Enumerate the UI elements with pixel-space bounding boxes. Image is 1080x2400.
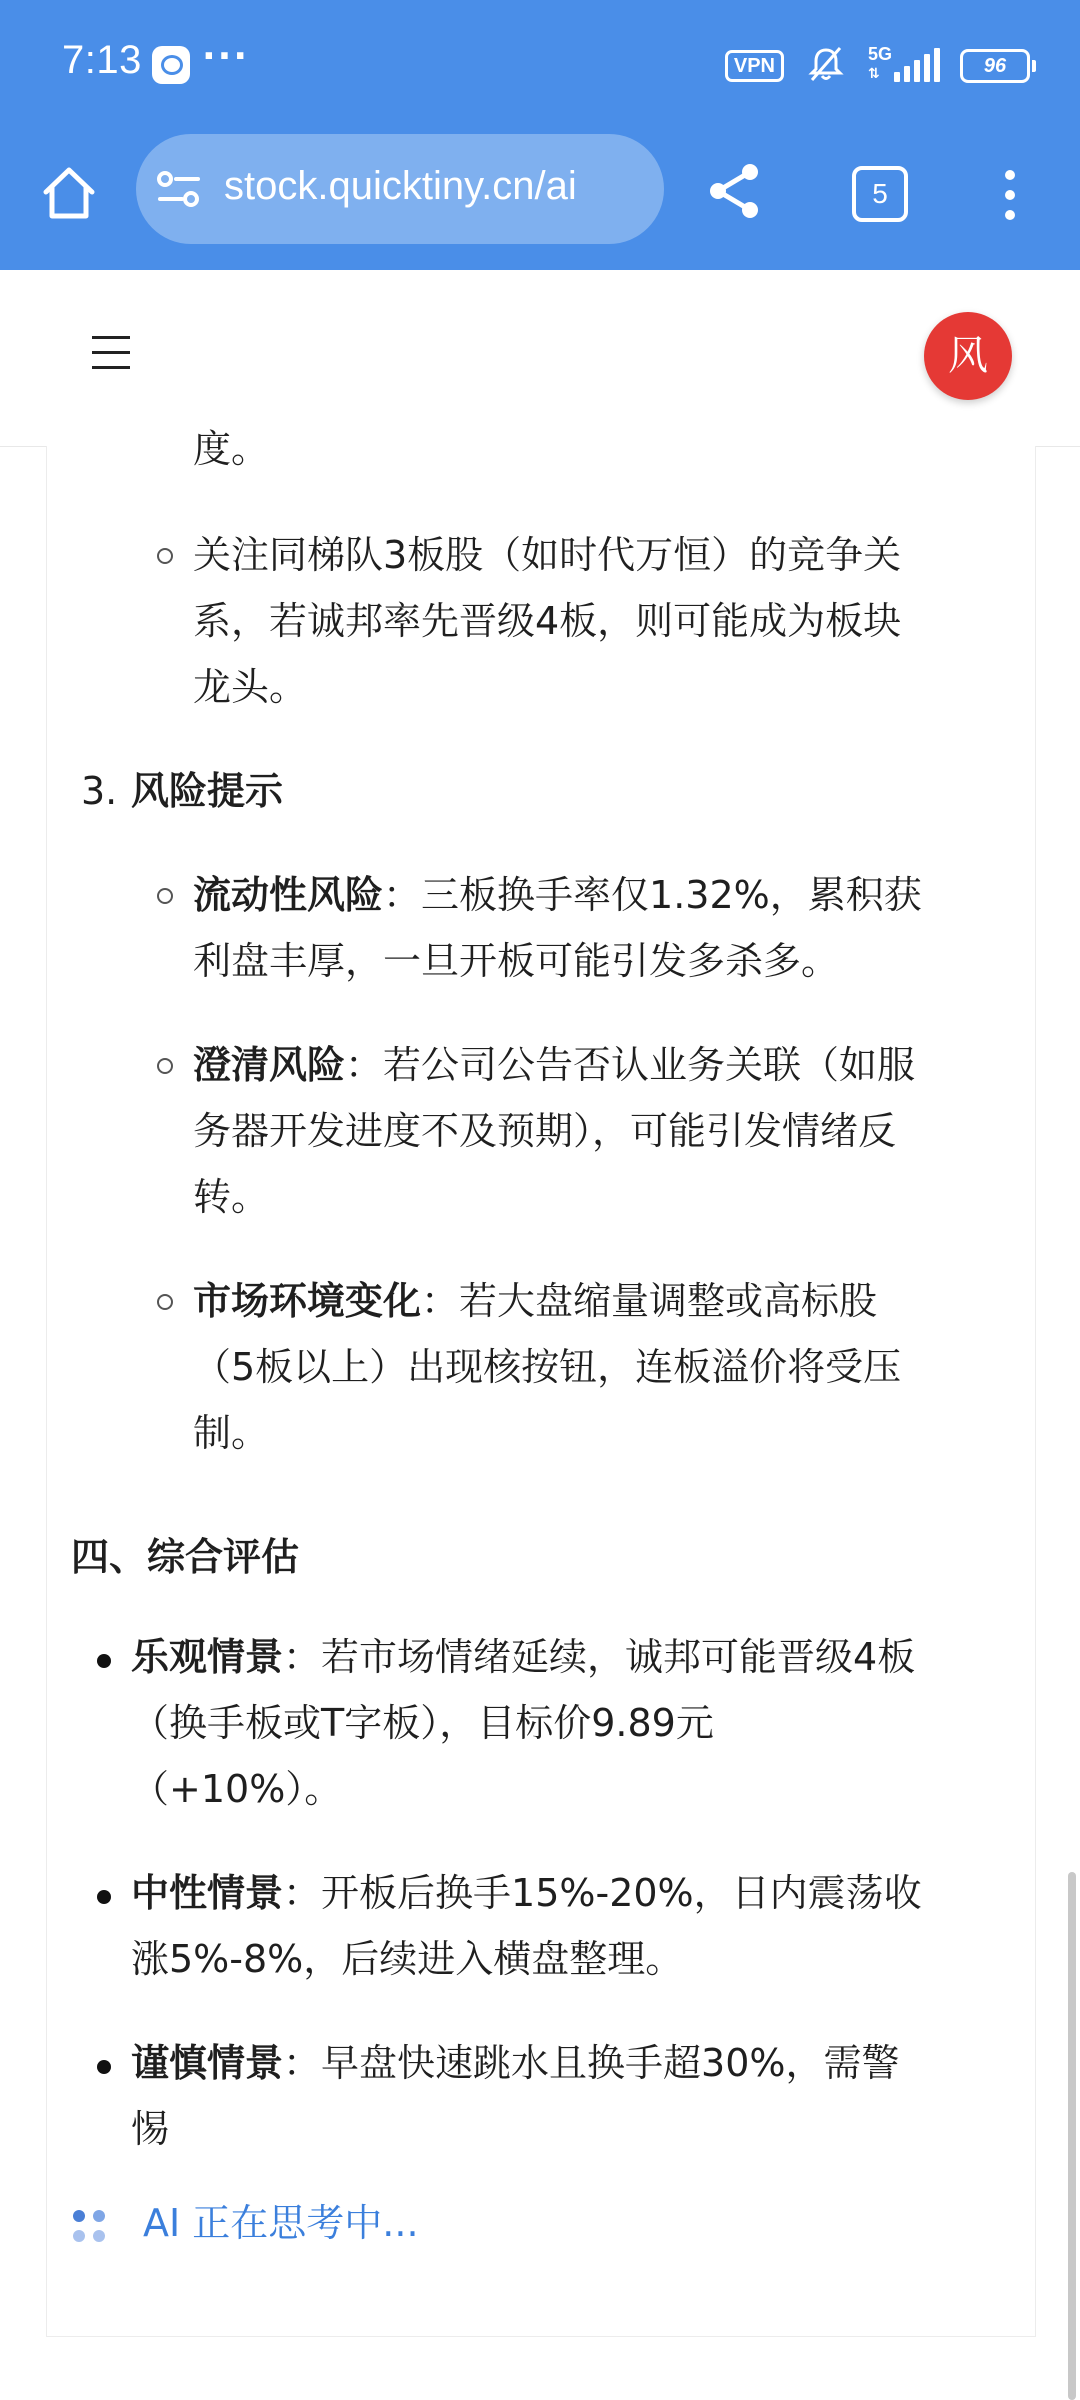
thinking-status: AI 正在思考中... — [143, 2201, 419, 2245]
home-icon — [34, 158, 104, 228]
share-icon — [700, 156, 770, 226]
battery-icon: 96 — [960, 49, 1030, 83]
status-bar — [0, 0, 1080, 130]
text-line: 澄清风险：若公司公告否认业务关联（如服 — [193, 1043, 916, 1087]
risk-title: 流动性风险 — [193, 873, 384, 917]
circle-bullet — [157, 1294, 173, 1310]
scenario-title: 乐观情景 — [131, 1635, 284, 1679]
text-line: 涨5%-8%，后续进入横盘整理。 — [131, 1937, 684, 1981]
dot-bullet — [97, 2060, 111, 2074]
circle-bullet — [157, 888, 173, 904]
status-icons — [725, 46, 1030, 86]
scenario-title: 中性情景 — [131, 1871, 284, 1915]
text-line: 乐观情景：若市场情绪延续，诚邦可能晋级4板 — [131, 1635, 916, 1679]
text-line: 系，若诚邦率先晋级4板，则可能成为板块 — [193, 599, 902, 643]
dot-bullet — [97, 1890, 111, 1904]
risk-title: 澄清风险 — [193, 1043, 346, 1087]
circle-bullet — [157, 1058, 173, 1074]
dot-bullet — [97, 1654, 111, 1668]
site-settings-icon[interactable] — [156, 169, 202, 209]
text-line: 转。 — [193, 1175, 270, 1219]
home-button[interactable] — [34, 158, 104, 228]
overflow-menu-icon[interactable] — [990, 160, 1030, 230]
text-line: （换手板或T字板），目标价9.89元 — [131, 1701, 714, 1745]
tab-switcher-button[interactable]: 5 — [852, 166, 908, 222]
ai-answer-card — [46, 427, 1036, 2337]
text-line: 制。 — [193, 1411, 270, 1455]
address-bar[interactable] — [136, 134, 664, 244]
circle-bullet — [157, 548, 173, 564]
browser-chrome — [0, 0, 1080, 270]
risk-title: 市场环境变化 — [193, 1279, 422, 1323]
text-line: 谨慎情景：早盘快速跳水且换手超30%，需警 — [131, 2041, 900, 2085]
section-number: 3. — [81, 769, 118, 813]
text-line: 中性情景：开板后换手15%-20%，日内震荡收 — [131, 1871, 922, 1915]
text-line: 流动性风险：三板换手率仅1.32%，累积获 — [193, 873, 922, 917]
page-scrollbar[interactable] — [1068, 1872, 1076, 2400]
text-line: 关注同梯队3板股（如时代万恒）的竞争关 — [193, 533, 902, 577]
browser-toolbar — [0, 130, 1080, 270]
cellular-signal-icon: 5G ⇅ — [868, 46, 938, 86]
text-line: （+10%）。 — [131, 1767, 343, 1811]
url-text[interactable]: stock.quicktiny.cn/ai — [224, 164, 577, 208]
user-avatar[interactable]: 风 — [924, 312, 1012, 400]
text-line: 龙头。 — [193, 665, 308, 709]
text-line: 市场环境变化：若大盘缩量调整或高标股 — [193, 1279, 878, 1323]
text-line: 利盘丰厚，一旦开板可能引发多杀多。 — [193, 939, 840, 983]
loading-dots-icon — [73, 2210, 109, 2246]
text-line: 务器开发进度不及预期），可能引发情绪反 — [193, 1109, 897, 1153]
text-line: 惕 — [131, 2107, 170, 2151]
text-line: 度。 — [193, 427, 270, 471]
site-header — [0, 270, 1080, 447]
share-button[interactable] — [700, 156, 770, 226]
vpn-icon: VPN — [725, 50, 784, 82]
chat-notification-icon — [152, 46, 190, 84]
section-title: 风险提示 — [131, 769, 284, 813]
bell-muted-icon — [806, 44, 846, 88]
more-notifications-icon: ··· — [202, 36, 250, 77]
hamburger-menu-icon[interactable] — [92, 336, 130, 370]
status-time: 7:13 — [62, 38, 142, 82]
text-line: （5板以上）出现核按钮，连板溢价将受压 — [193, 1345, 902, 1389]
scenario-title: 谨慎情景 — [131, 2041, 284, 2085]
section-heading: 四、综合评估 — [71, 1535, 300, 1579]
